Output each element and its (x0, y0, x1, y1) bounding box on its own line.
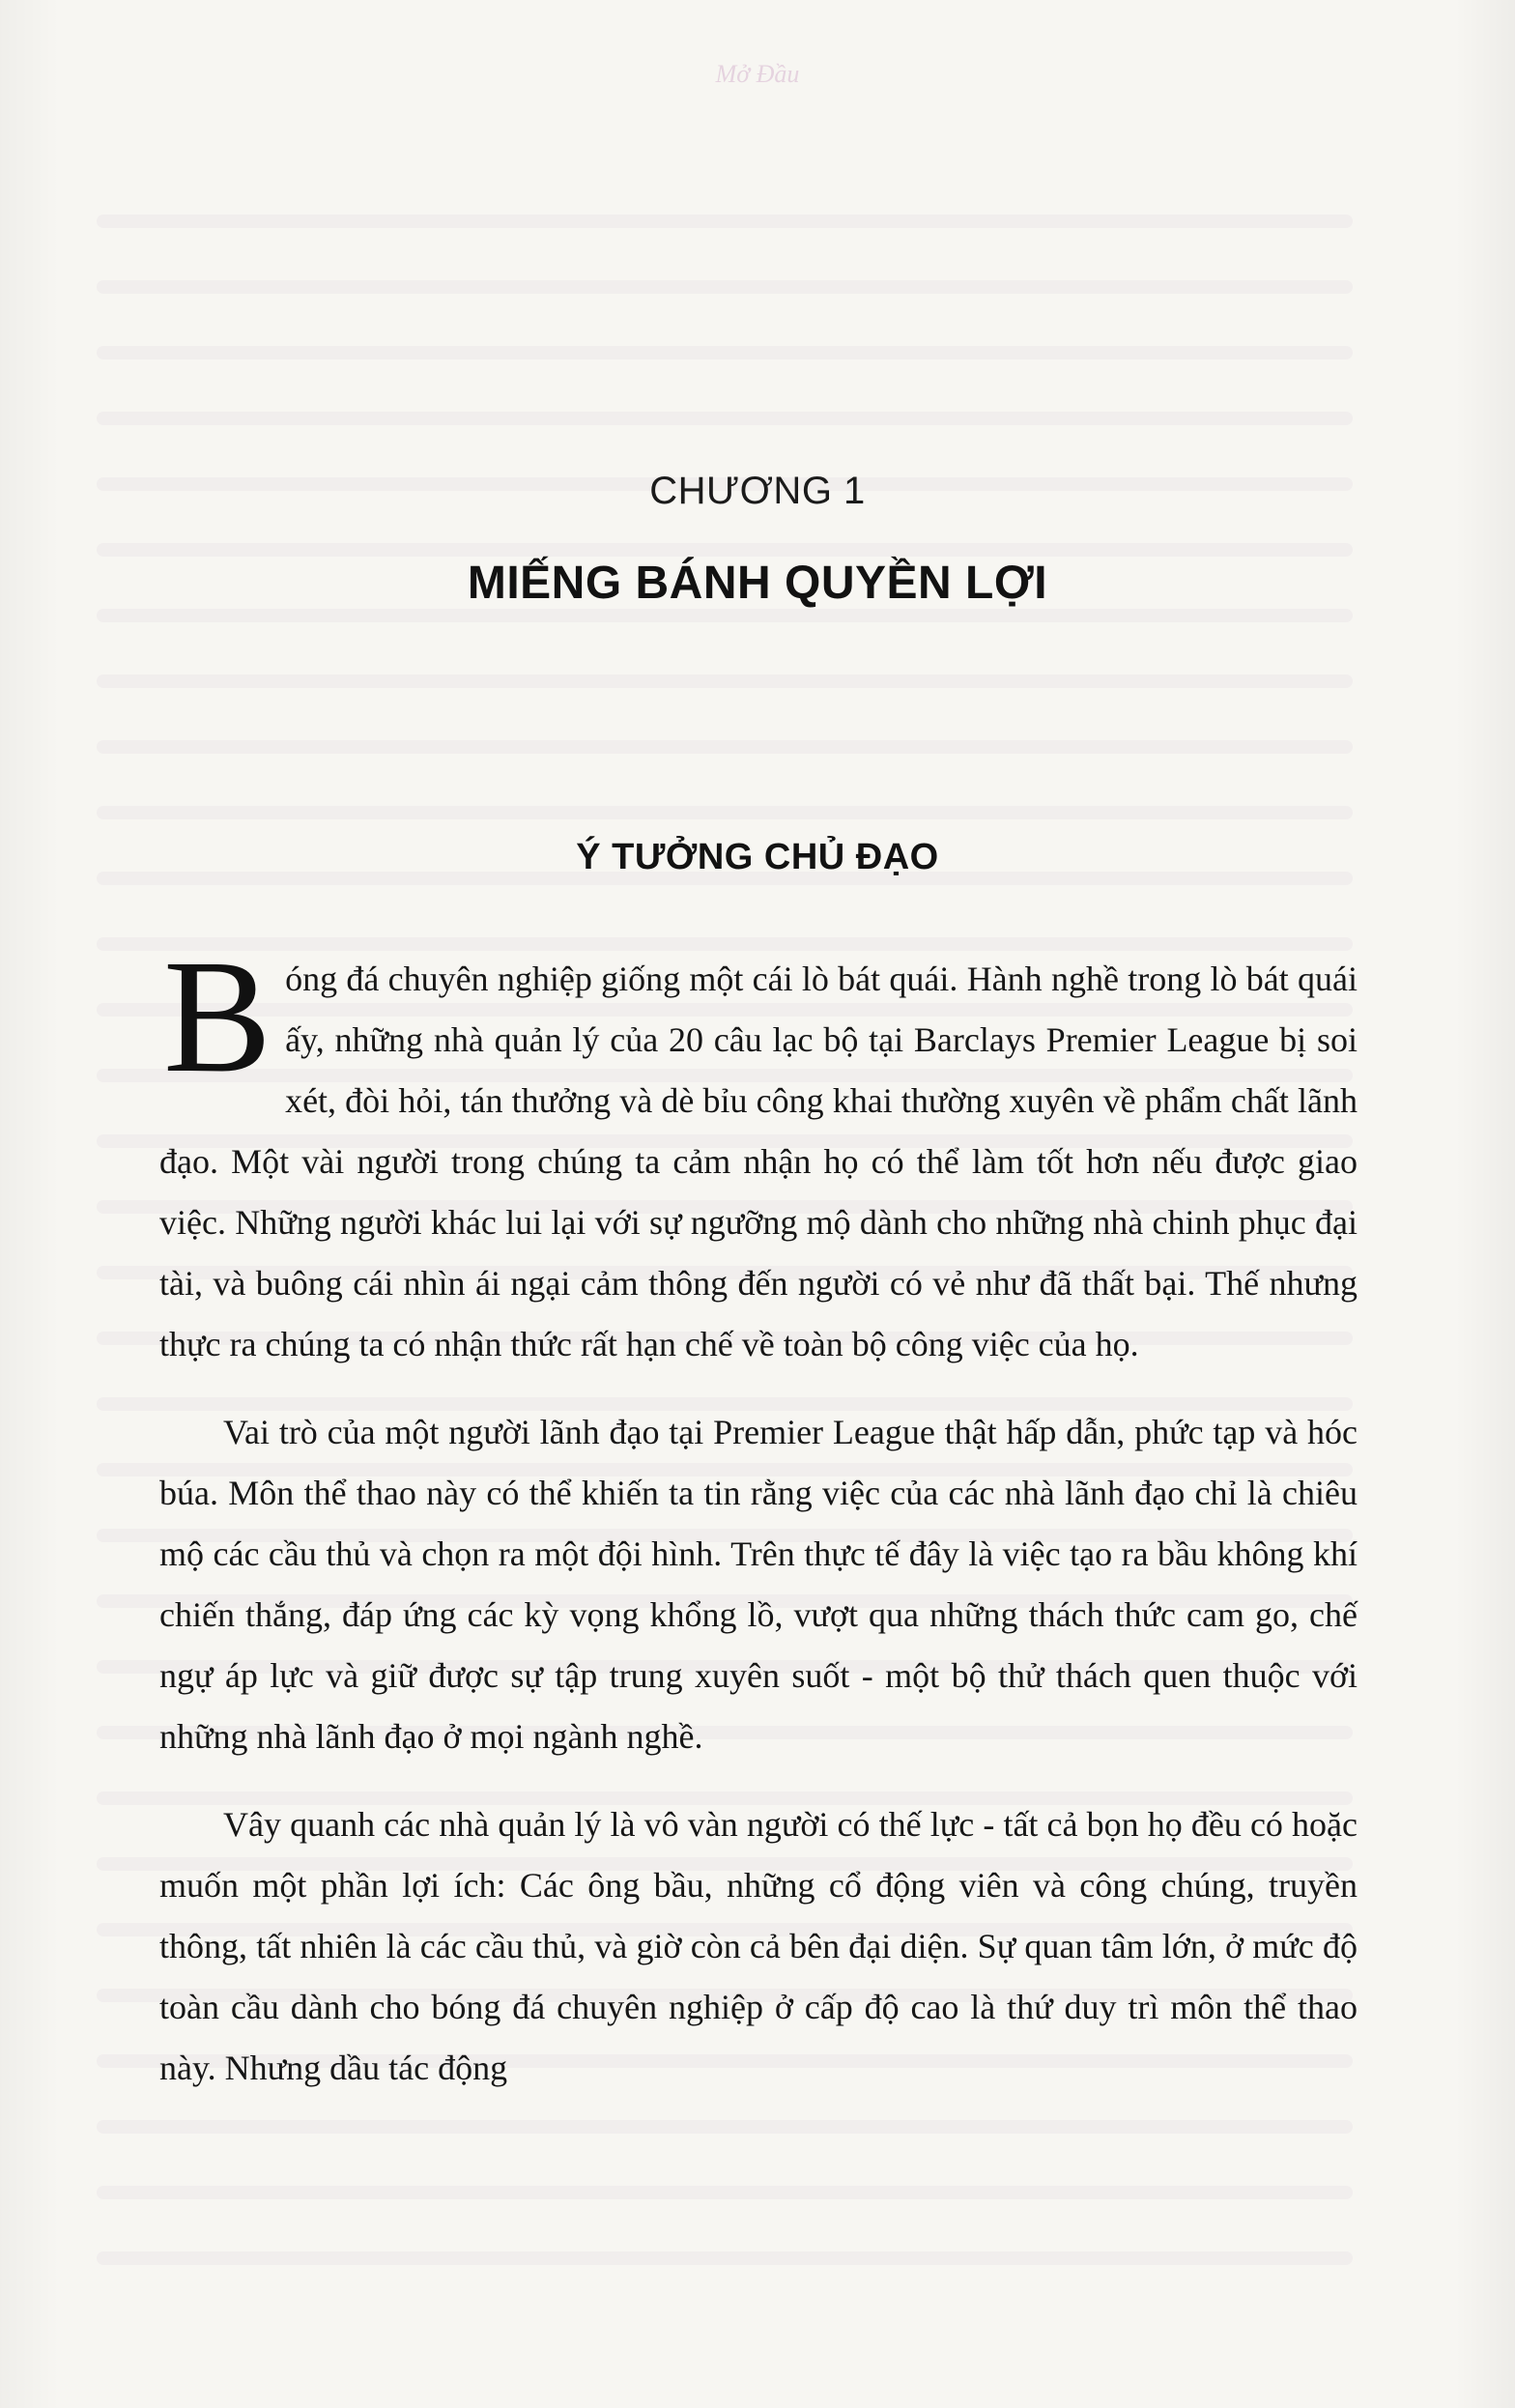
paragraph-3: Vây quanh các nhà quản lý là vô vàn người có thế lực - tất cả bọn họ đều có hoặc muốn một phần lợi ích: Các ông bầu, những cổ động viên và công chúng, truyền thông, tất nhiên là các cầu thủ, và giờ còn cả bên đại diện. Sự quan tâm lớn, ở mức độ toàn cầu dành cho bóng đá chuyên nghiệp ở cấp độ cao là thứ duy trì môn thể thao này. Nhưng dầu tác động (159, 1805, 1358, 2087)
chapter-label: CHƯƠNG 1 (649, 470, 866, 512)
paragraph-1 (159, 927, 1358, 1375)
chapter-title: MIẾNG BÁNH QUYỀN LỢI (467, 558, 1048, 609)
running-head: Mở Đầu (715, 60, 800, 88)
paragraph-2: Vai trò của một người lãnh đạo tại Premier League thật hấp dẫn, phức tạp và hóc búa. Môn thể thao này có thể khiến ta tin rằng việc của các nhà lãnh đạo chỉ là chiêu mộ các cầu thủ và chọn ra một đội hình. Trên thực tế đây là việc tạo ra bầu không khí chiến thắng, đáp ứng các kỳ vọng khổng lồ, vượt qua những thách thức cam go, chế ngự áp lực và giữ được sự tập trung xuyên suốt - một bộ thử thách quen thuộc với những nhà lãnh đạo ở mọi ngành nghề. (159, 1413, 1358, 1756)
section-heading: Ý TƯỞNG CHỦ ĐẠO (576, 837, 939, 877)
drop-cap: B (163, 927, 272, 1106)
body-text (159, 927, 1358, 2126)
paragraph-1-text: óng đá chuyên nghiệp giống một cái lò bát quái. Hành nghề trong lò bát quái ấy, những nhà quản lý của 20 câu lạc bộ tại Barclays Premier League bị soi xét, đòi hỏi, tán thưởng và dè bỉu công khai thường xuyên về phẩm chất lãnh đạo. Một vài người trong chúng ta cảm nhận họ có thể làm tốt hơn nếu được giao việc. Những người khác lui lại với sự ngưỡng mộ dành cho những nhà chinh phục đại tài, và buông cái nhìn ái ngại cảm thông đến người có vẻ như đã thất bại. Thế nhưng thực ra chúng ta có nhận thức rất hạn chế về toàn bộ công việc của họ. (159, 960, 1358, 1363)
